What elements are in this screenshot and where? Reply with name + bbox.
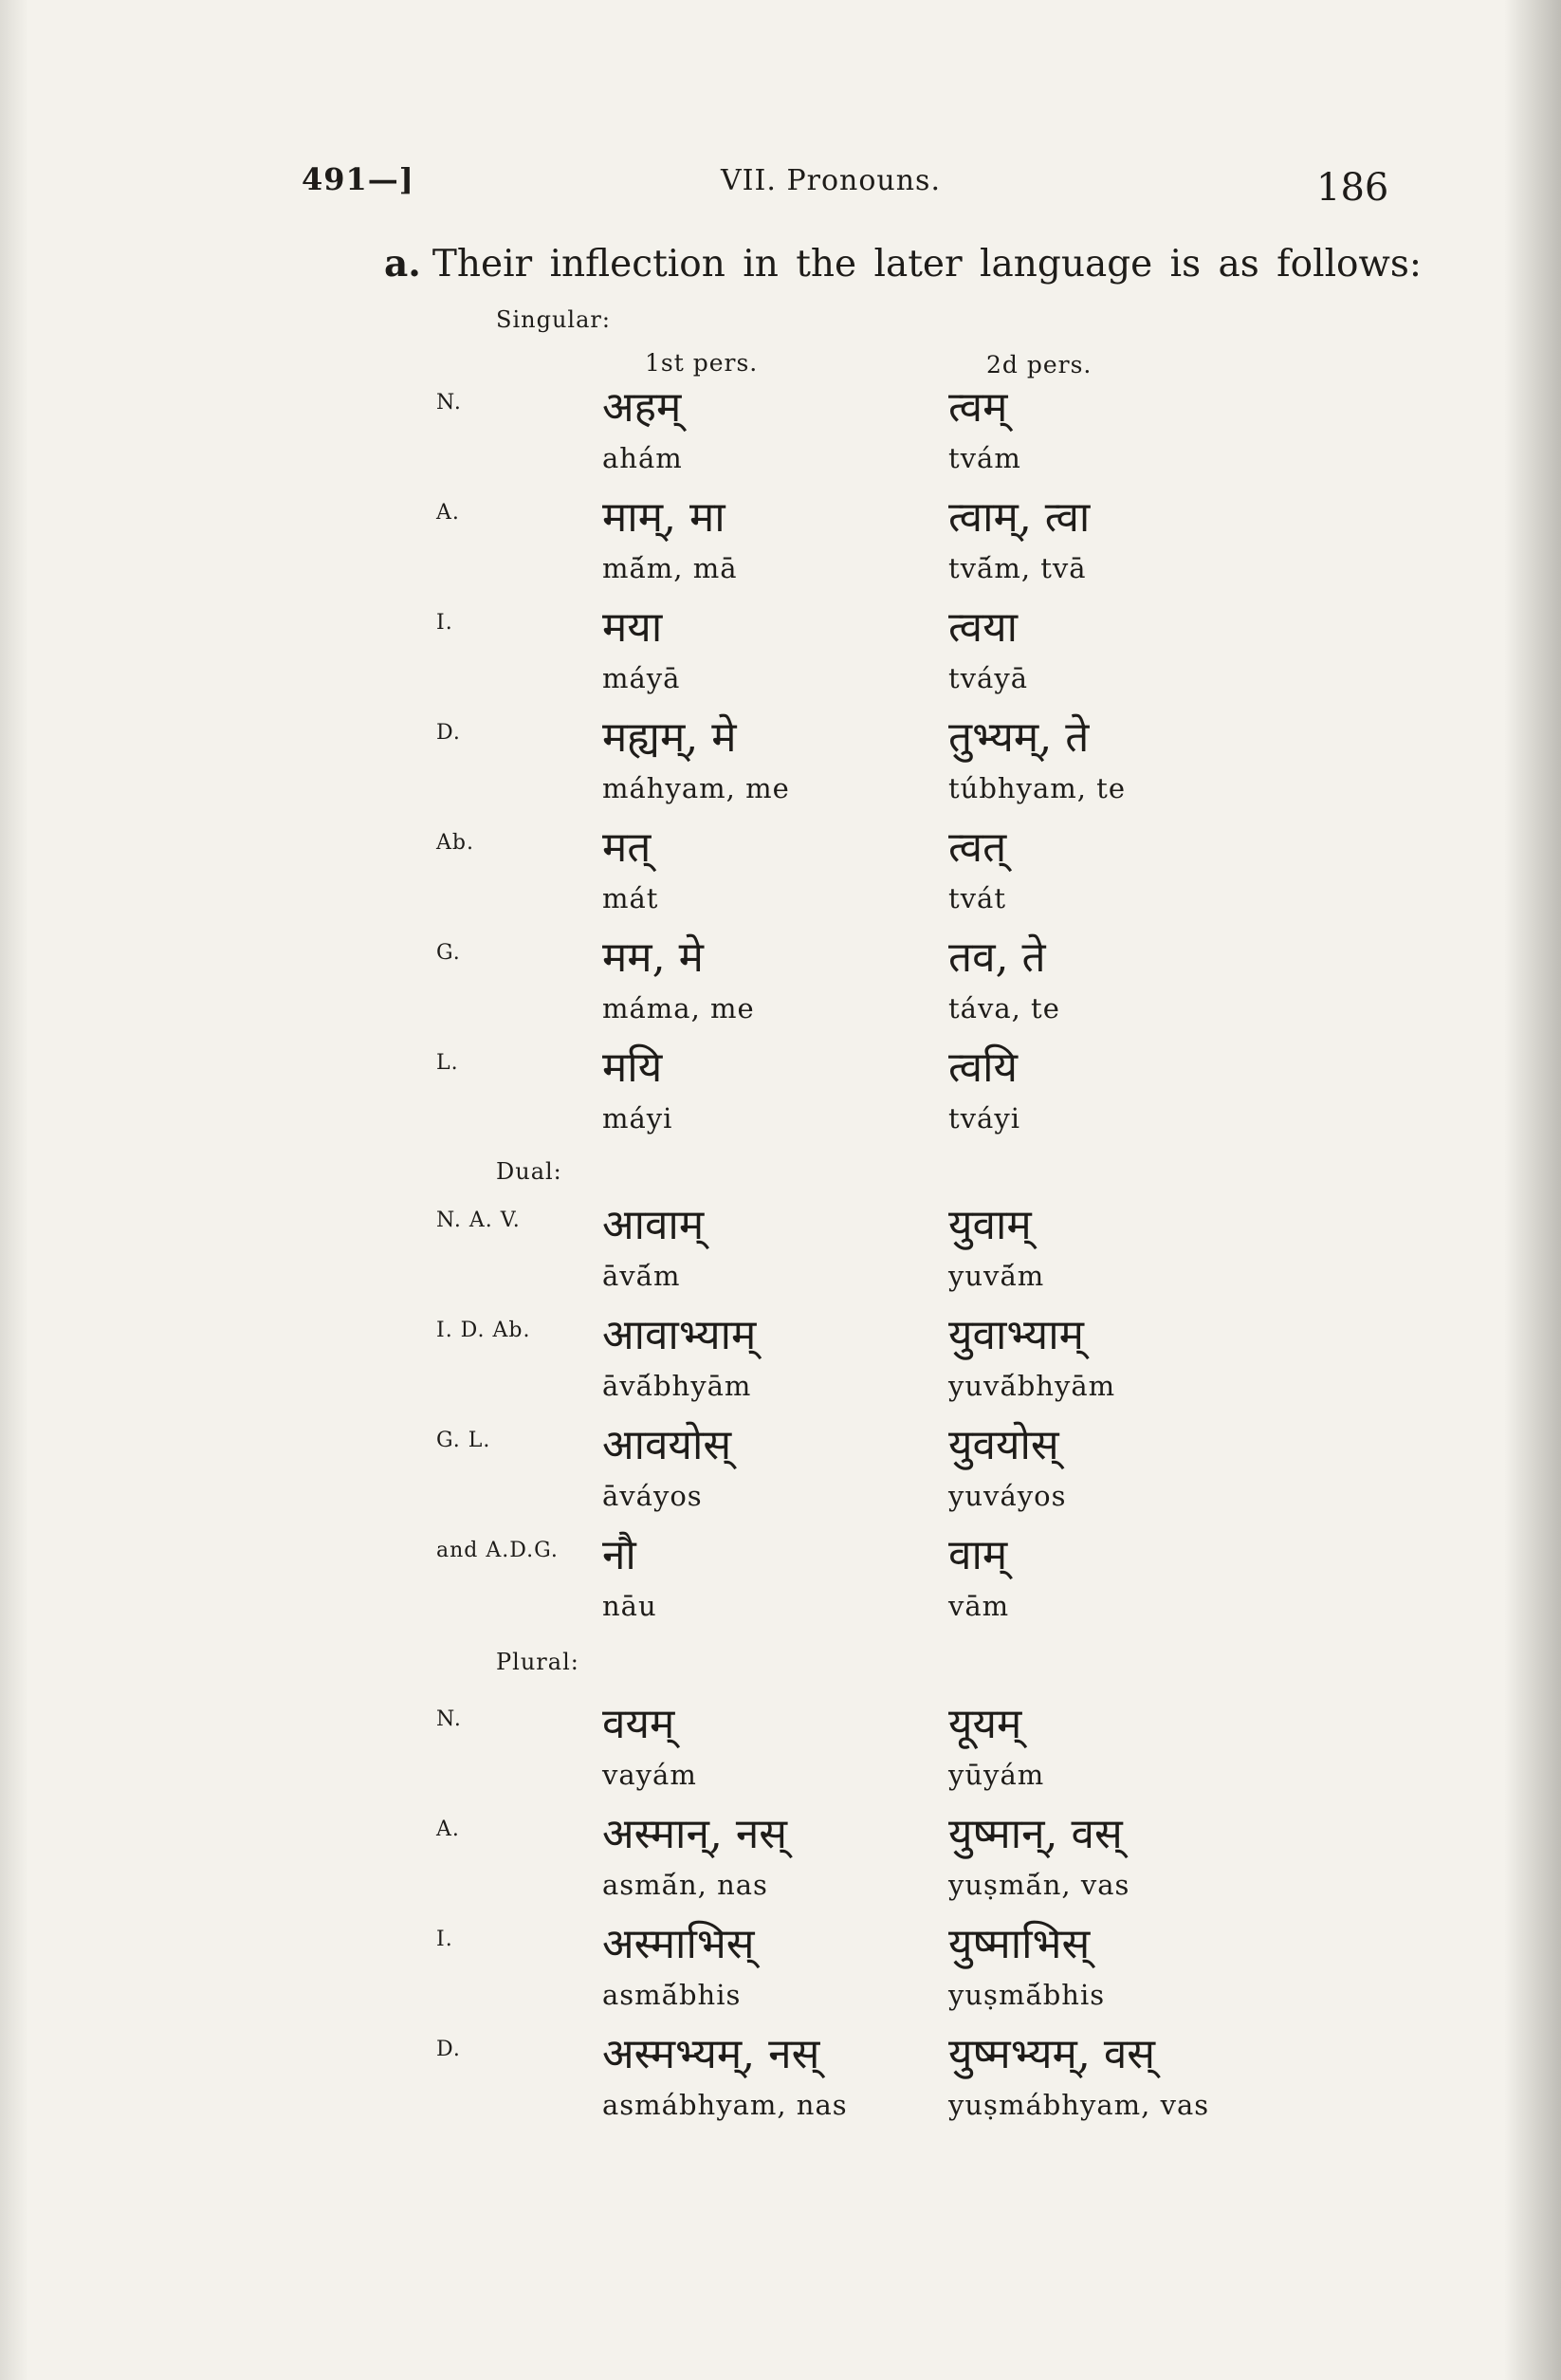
transliteration-first-person: máhyam, me (602, 772, 790, 804)
transliteration-first-person: asmábhyam, nas (602, 2089, 848, 2121)
group-label-dual: Dual: (496, 1158, 562, 1185)
page-number: 186 (1316, 166, 1389, 210)
devanagari-second-person: युवाभ्याम् (948, 1311, 1084, 1359)
column-head-first-person: 1st pers. (645, 349, 759, 377)
transliteration-second-person: tvā́m, tvā (948, 552, 1087, 584)
table-row (0, 930, 1561, 1040)
case-label: N. A. V. (436, 1208, 521, 1232)
table-row (0, 600, 1561, 710)
case-label: G. (436, 941, 461, 965)
devanagari-second-person: तव, ते (948, 933, 1046, 982)
devanagari-second-person: त्वयि (948, 1043, 1019, 1092)
transliteration-first-person: asmā́n, nas (602, 1869, 768, 1901)
case-label: D. (436, 721, 461, 745)
transliteration-second-person: vām (948, 1590, 1010, 1622)
devanagari-second-person: यूयम् (948, 1700, 1022, 1748)
table-row (0, 379, 1561, 489)
table-row (0, 489, 1561, 600)
transliteration-second-person: táva, te (948, 992, 1060, 1024)
transliteration-first-person: máyā (602, 662, 681, 694)
devanagari-second-person: युवयोस् (948, 1421, 1059, 1469)
devanagari-first-person: मम, मे (602, 933, 704, 982)
devanagari-second-person: युष्मभ्यम्, वस् (948, 2030, 1156, 2078)
table-row (0, 1197, 1561, 1307)
section-reference: 491—] (302, 161, 414, 197)
case-label: L. (436, 1051, 459, 1075)
transliteration-first-person: nāu (602, 1590, 657, 1622)
case-label: G. L. (436, 1429, 491, 1452)
intro-paragraph (384, 242, 1422, 286)
case-label: A. (436, 501, 460, 525)
transliteration-first-person: āvā́m (602, 1260, 681, 1292)
case-label: I. (436, 1928, 453, 1951)
transliteration-second-person: yuṣmábhyam, vas (948, 2089, 1210, 2121)
devanagari-second-person: वाम् (948, 1531, 1008, 1579)
transliteration-second-person: yuṣmā́bhis (948, 1979, 1106, 2011)
devanagari-first-person: अहम् (602, 383, 682, 432)
devanagari-second-person: तुभ्यम्, ते (948, 713, 1090, 762)
running-header (0, 157, 1561, 213)
transliteration-second-person: yuvā́m (948, 1260, 1045, 1292)
case-label: and A.D.G. (436, 1539, 559, 1562)
group-label-plural: Plural: (496, 1649, 579, 1675)
devanagari-first-person: वयम् (602, 1700, 675, 1748)
table-row (0, 1696, 1561, 1806)
transliteration-second-person: yūyám (948, 1759, 1045, 1791)
transliteration-second-person: yuvā́bhyām (948, 1370, 1116, 1402)
devanagari-second-person: त्वया (948, 603, 1019, 652)
case-label: I. D. Ab. (436, 1319, 531, 1342)
transliteration-second-person: tváyi (948, 1102, 1020, 1135)
devanagari-second-person: त्वम् (948, 383, 1008, 432)
devanagari-first-person: अस्माभिस् (602, 1920, 755, 1968)
devanagari-first-person: आवयोस् (602, 1421, 732, 1469)
column-head-second-person: 2d pers. (986, 351, 1093, 378)
transliteration-second-person: tvám (948, 442, 1021, 474)
transliteration-first-person: mā́m, mā (602, 552, 738, 584)
table-row (0, 1527, 1561, 1637)
devanagari-first-person: मत् (602, 823, 652, 872)
devanagari-first-person: अस्मान्, नस् (602, 1810, 787, 1858)
transliteration-first-person: ahám (602, 442, 683, 474)
devanagari-first-person: मयि (602, 1043, 663, 1092)
transliteration-first-person: máyi (602, 1102, 673, 1135)
table-row (0, 2026, 1561, 2136)
devanagari-second-person: त्वत् (948, 823, 1007, 872)
table-row (0, 820, 1561, 930)
devanagari-first-person: अस्मभ्यम्, नस् (602, 2030, 820, 2078)
case-label: N. (436, 1707, 462, 1731)
devanagari-first-person: माम्, मा (602, 493, 725, 542)
case-label: A. (436, 1817, 460, 1841)
intro-text: Their inflection in the later language is as follows: (432, 243, 1423, 286)
devanagari-second-person: युष्मान्, वस् (948, 1810, 1123, 1858)
devanagari-first-person: मह्यम्, मे (602, 713, 737, 762)
table-row (0, 1417, 1561, 1527)
table-row (0, 1307, 1561, 1417)
transliteration-first-person: vayám (602, 1759, 697, 1791)
transliteration-first-person: āváyos (602, 1480, 703, 1512)
transliteration-second-person: túbhyam, te (948, 772, 1126, 804)
transliteration-first-person: āvā́bhyām (602, 1370, 752, 1402)
devanagari-first-person: आवाम् (602, 1201, 705, 1249)
transliteration-second-person: yuṣmā́n, vas (948, 1869, 1130, 1901)
transliteration-second-person: tvát (948, 882, 1006, 914)
transliteration-second-person: yuváyos (948, 1480, 1067, 1512)
transliteration-first-person: mát (602, 882, 659, 914)
table-row (0, 1916, 1561, 2026)
transliteration-first-person: máma, me (602, 992, 755, 1024)
devanagari-first-person: मया (602, 603, 663, 652)
case-label: D. (436, 2038, 461, 2061)
devanagari-first-person: आवाभ्याम् (602, 1311, 757, 1359)
transliteration-first-person: asmā́bhis (602, 1979, 742, 2011)
table-row (0, 1040, 1561, 1150)
devanagari-second-person: त्वाम्, त्वा (948, 493, 1091, 542)
devanagari-first-person: नौ (602, 1531, 636, 1579)
case-label: I. (436, 611, 453, 635)
table-row (0, 1806, 1561, 1916)
devanagari-second-person: युवाम् (948, 1201, 1032, 1249)
devanagari-second-person: युष्माभिस् (948, 1920, 1091, 1968)
table-row (0, 710, 1561, 820)
case-label: N. (436, 391, 462, 415)
chapter-title: VII. Pronouns. (721, 164, 941, 197)
case-label: Ab. (436, 831, 474, 855)
group-label-singular: Singular: (496, 306, 611, 333)
transliteration-second-person: tváyā (948, 662, 1028, 694)
paragraph-marker: a. (384, 242, 421, 286)
